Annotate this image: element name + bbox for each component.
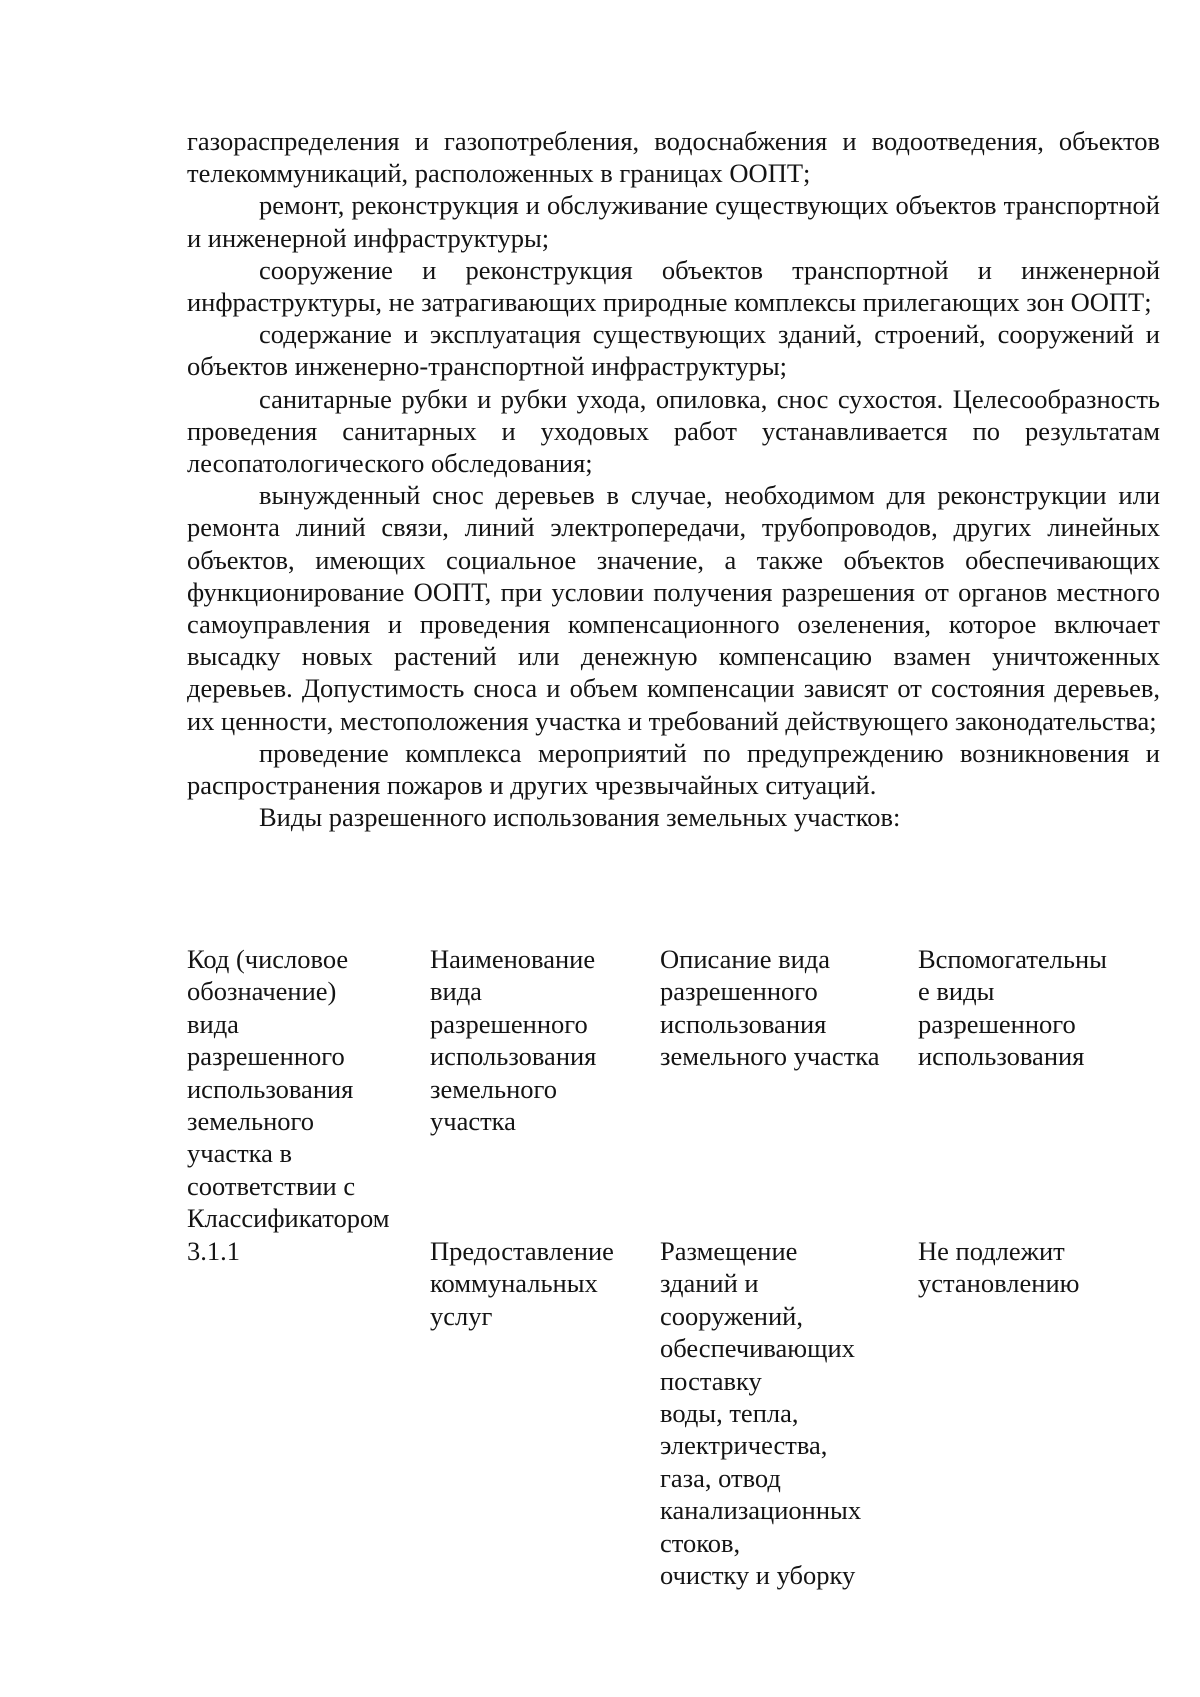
paragraph-maintenance: содержание и эксплуатация существующих зданий, строений, сооружений и объектов инженерно-транспортной инфраструктуры; xyxy=(187,319,1160,382)
table-cell-code: 3.1.1 xyxy=(187,1236,240,1266)
table-cell-name: Предоставление коммунальных услуг xyxy=(430,1236,614,1331)
table-cell-description: Размещение зданий и сооружений, обеспечивающих поставку воды, тепла, электричества, газа, отвод канализационных стоков, очистку и уборку xyxy=(660,1236,862,1591)
table-cell-auxiliary: Не подлежит установлению xyxy=(918,1236,1080,1299)
table-header-code: Код (числовое обозначение) вида разрешенного использования земельного участка в соответствии с Классификатором xyxy=(187,944,390,1234)
body-text xyxy=(187,125,1160,833)
table-header-description: Описание вида разрешенного использования земельного участка xyxy=(660,944,880,1072)
paragraph-construction: сооружение и реконструкция объектов транспортной и инженерной инфраструктуры, не затрагивающих природные комплексы прилегающих зон ООПТ; xyxy=(187,254,1160,318)
table-header-auxiliary: Вспомогательны е виды разрешенного использования xyxy=(918,944,1107,1072)
paragraph-forced-felling: вынужденный снос деревьев в случае, необходимом для реконструкции или ремонта линий связи, линий электропередачи, трубопроводов, других линейных объектов, имеющих социальное значение, а также объектов обеспечивающих функционирование ООПТ, при условии получения разрешения от органов местного самоуправления и проведения компенсационного озеленения, которое включает высадку новых растений или денежную компенсацию взамен уничтоженных деревьев. Допустимость сноса и объем компенсации зависят от состояния деревьев, их ценности, местоположения участка и требований действующего законодательства; xyxy=(187,480,1160,736)
paragraph-sanitary-felling: санитарные рубки и рубки ухода, опиловка, снос сухостоя. Целесообразность проведения санитарных и уходовых работ устанавливается по результатам лесопатологического обследования; xyxy=(187,383,1160,479)
paragraph-repair: ремонт, реконструкция и обслуживание существующих объектов транспортной и инженерной инфраструктуры; xyxy=(187,190,1160,253)
table-header-name: Наименование вида разрешенного использования земельного участка xyxy=(430,944,597,1137)
table-intro: Виды разрешенного использования земельных участков: xyxy=(259,802,901,833)
paragraph-fire-prevention: проведение комплекса мероприятий по предупреждению возникновения и распространения пожаров и других чрезвычайных ситуаций. xyxy=(187,737,1160,801)
paragraph-continuation: газораспределения и газопотребления, водоснабжения и водоотведения, объектов телекоммуникаций, расположенных в границах ООПТ; xyxy=(187,126,1160,189)
